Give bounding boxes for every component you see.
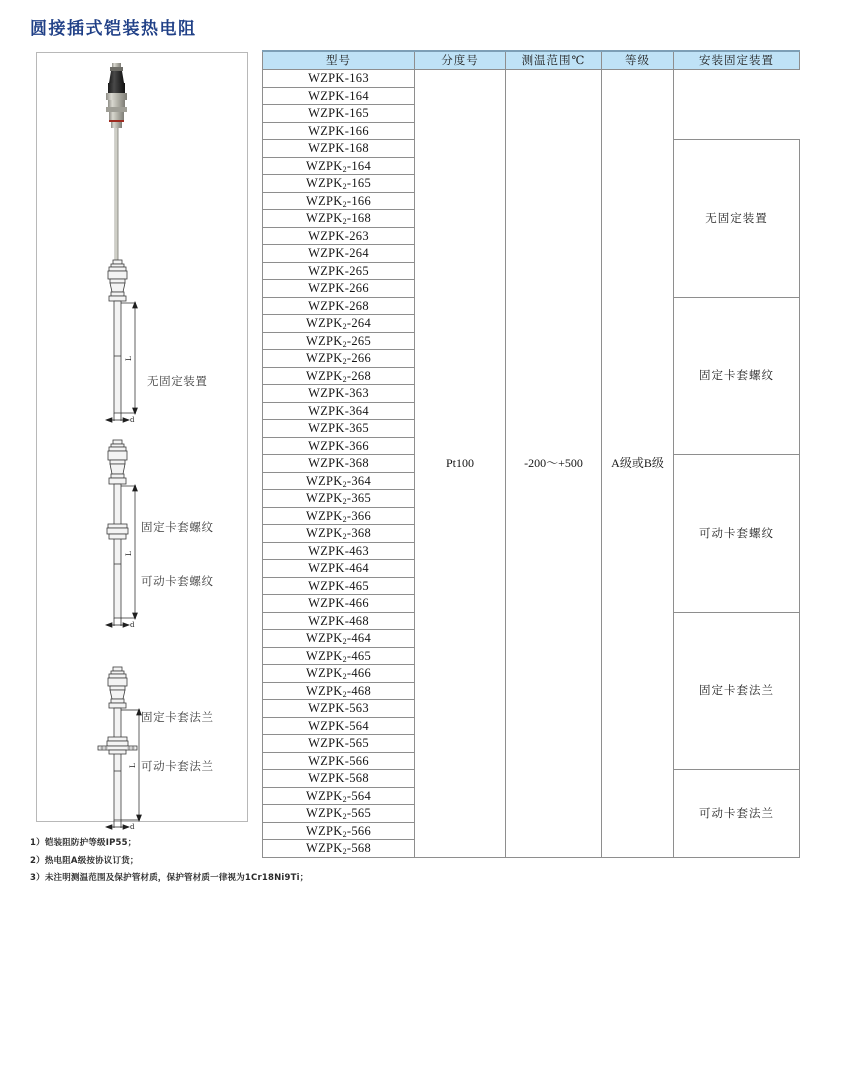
cell-fixture: 可动卡套螺纹 <box>674 455 800 613</box>
cell-model: $WZPK_2-366$ <box>263 507 415 525</box>
cell-graduation: Pt100 <box>415 70 506 858</box>
column-header-graduation: 分度号 <box>415 51 506 70</box>
cell-model: WZPK-564 <box>263 717 415 735</box>
cell-model: $WZPK_2-165$ <box>263 175 415 193</box>
cell-model: $WZPK_2-268$ <box>263 367 415 385</box>
cell-model: WZPK-465 <box>263 577 415 595</box>
figure-label-fixed-thread: 固定卡套螺纹 <box>141 520 214 534</box>
cell-model: $WZPK_2-264$ <box>263 315 415 333</box>
footnote-2: 2）热电阻A级按协议订货； <box>30 855 139 866</box>
table-body <box>263 70 800 858</box>
cell-model: WZPK-565 <box>263 735 415 753</box>
cell-fixture: 可动卡套法兰 <box>674 770 800 858</box>
figure-drawing-flange-fitting <box>95 665 171 840</box>
cell-model: WZPK-366 <box>263 437 415 455</box>
table-row <box>263 70 800 88</box>
cell-model: WZPK-163 <box>263 70 415 88</box>
cell-model: $WZPK_2-168$ <box>263 210 415 228</box>
cell-model: WZPK-264 <box>263 245 415 263</box>
column-header-fixture: 安装固定装置 <box>674 51 800 70</box>
figure-drawing-thread-fitting <box>95 438 161 638</box>
cell-model: WZPK-364 <box>263 402 415 420</box>
cell-model: WZPK-563 <box>263 700 415 718</box>
specification-table-container <box>262 50 799 858</box>
cell-model: WZPK-266 <box>263 280 415 298</box>
cell-model: WZPK-466 <box>263 595 415 613</box>
cell-model: WZPK-468 <box>263 612 415 630</box>
figure-drawing-no-fixture <box>95 258 161 433</box>
cell-model: $WZPK_2-364$ <box>263 472 415 490</box>
svg-text:L: L <box>129 763 137 768</box>
cell-model: $WZPK_2-365$ <box>263 490 415 508</box>
cell-model: $WZPK_2-566$ <box>263 822 415 840</box>
cell-model: WZPK-566 <box>263 752 415 770</box>
cell-fixture: 无固定装置 <box>674 140 800 298</box>
cell-model: WZPK-365 <box>263 420 415 438</box>
product-illustration-panel <box>36 52 248 831</box>
cell-model: WZPK-166 <box>263 122 415 140</box>
cell-model: $WZPK_2-166$ <box>263 192 415 210</box>
cell-model: $WZPK_2-465$ <box>263 647 415 665</box>
figure-label-movable-flange: 可动卡套法兰 <box>141 759 214 773</box>
figure-label-movable-thread: 可动卡套螺纹 <box>141 574 214 588</box>
specification-table <box>262 50 800 858</box>
cell-model: $WZPK_2-266$ <box>263 350 415 368</box>
cell-model: $WZPK_2-164$ <box>263 157 415 175</box>
svg-text:d: d <box>130 621 135 629</box>
cell-model: WZPK-265 <box>263 262 415 280</box>
cell-model: $WZPK_2-468$ <box>263 682 415 700</box>
cell-model: $WZPK_2-466$ <box>263 665 415 683</box>
cell-accuracy-class: A级或B级 <box>602 70 674 858</box>
cell-fixture: 固定卡套法兰 <box>674 612 800 770</box>
figure-label-fixed-flange: 固定卡套法兰 <box>141 710 214 724</box>
svg-text:L: L <box>125 551 133 556</box>
cell-fixture: 固定卡套螺纹 <box>674 297 800 455</box>
cell-range: -200～+500 <box>506 70 602 858</box>
svg-text:L: L <box>125 356 133 361</box>
cell-model: WZPK-268 <box>263 297 415 315</box>
cell-model: WZPK-168 <box>263 140 415 158</box>
cell-model: WZPK-463 <box>263 542 415 560</box>
cell-model: $WZPK_2-265$ <box>263 332 415 350</box>
cell-model: $WZPK_2-368$ <box>263 525 415 543</box>
svg-text:d: d <box>130 823 135 831</box>
cell-model: $WZPK_2-464$ <box>263 630 415 648</box>
cell-model: WZPK-568 <box>263 770 415 788</box>
table-header-row <box>263 51 800 70</box>
cell-model: WZPK-368 <box>263 455 415 473</box>
cell-model: WZPK-263 <box>263 227 415 245</box>
cell-model: $WZPK_2-568$ <box>263 840 415 858</box>
cell-model: $WZPK_2-564$ <box>263 787 415 805</box>
footnote-1: 1）铠装阻防护等级IP55； <box>30 838 137 848</box>
footnote-3: 3）未注明测温范围及保护管材质，保护管材质一律视为1Cr18Ni9Ti； <box>30 873 309 883</box>
column-header-class: 等级 <box>602 51 674 70</box>
column-header-range: 测温范围℃ <box>506 51 602 70</box>
cell-model: WZPK-164 <box>263 87 415 105</box>
footnotes <box>30 836 630 889</box>
cell-model: WZPK-363 <box>263 385 415 403</box>
cell-model: WZPK-165 <box>263 105 415 123</box>
svg-text:d: d <box>130 416 135 424</box>
page-title: 圆接插式铠装热电阻 <box>30 19 197 39</box>
cell-model: WZPK-464 <box>263 560 415 578</box>
column-header-model: 型号 <box>263 51 415 70</box>
figure-label-no-fixture: 无固定装置 <box>147 374 208 388</box>
cell-model: $WZPK_2-565$ <box>263 805 415 823</box>
